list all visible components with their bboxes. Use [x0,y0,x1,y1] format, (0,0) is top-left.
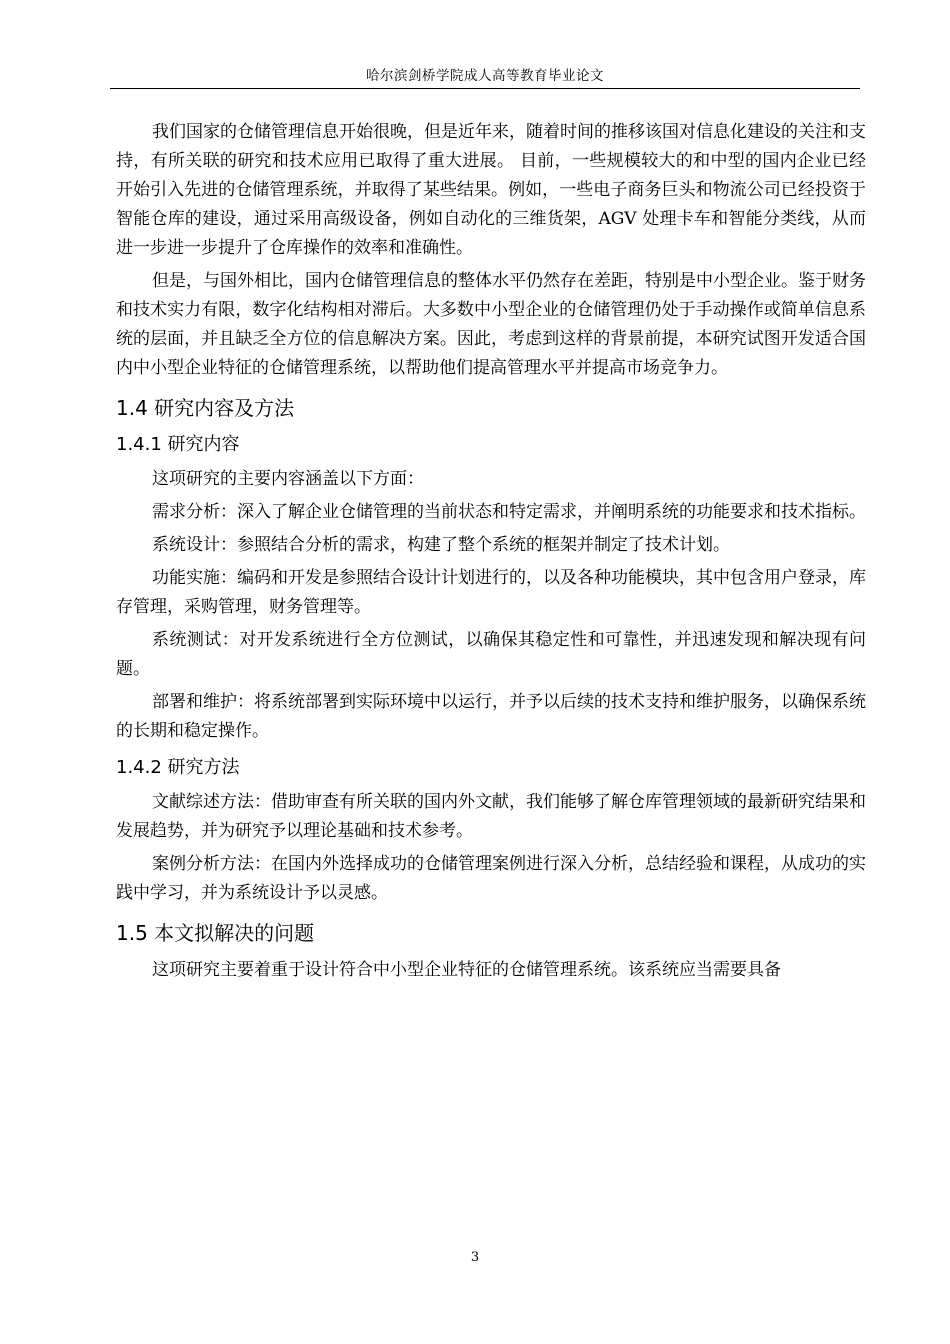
section-heading-1-4: 1.4 研究内容及方法 [116,396,295,420]
research-item-implementation: 功能实施：编码和开发是参照结合设计计划进行的，以及各种功能模块，其中包含用户登录，库存管理，采购管理，财务管理等。 [116,568,866,617]
page-header-title: 哈尔滨剑桥学院成人高等教育毕业论文 [366,68,604,84]
method-item-literature: 文献综述方法：借助审查有所关联的国内外文献，我们能够了解仓库管理领域的最新研究结果和发展趋势，并为研究予以理论基础和技术参考。 [116,792,866,841]
paragraph-domestic-status: 我们国家的仓储管理信息开始很晚，但是近年来，随着时间的推移该国对信息化建设的关注和支持，有所关联的研究和技术应用已取得了重大进展。 目前，一些规模较大的和中型的国内企业已经开始引入先进的仓储管理系统，并取得了某些结果。例如，一些电子商务巨头和物流公司已经投资于智能仓库的建设，通过采用高级设备，例如自动化的三维货架，AGV 处理卡车和智能分类线，从而进一步进一步提升了仓库操作的效率和准确性。 [116,122,866,258]
subsection-heading-1-4-2: 1.4.2 研究方法 [116,757,240,778]
paragraph-gap-analysis: 但是，与国外相比，国内仓储管理信息的整体水平仍然存在差距，特别是中小型企业。鉴于财务和技术实力有限，数字化结构相对滞后。大多数中小型企业的仓储管理仍处于手动操作或简单信息系统的层面，并且缺乏全方位的信息解决方案。因此，考虑到这样的背景前提，本研究试图开发适合国内中小型企业特征的仓储管理系统，以帮助他们提高管理水平并提高市场竞争力。 [116,271,866,378]
research-item-deployment: 部署和维护：将系统部署到实际环境中以运行，并予以后续的技术支持和维护服务，以确保系统的长期和稳定操作。 [116,692,866,741]
section-heading-1-5: 1.5 本文拟解决的问题 [116,921,315,945]
research-item-requirements: 需求分析：深入了解企业仓储管理的当前状态和特定需求，并阐明系统的功能要求和技术指标。 [152,502,866,522]
research-content-intro: 这项研究的主要内容涵盖以下方面： [152,469,424,489]
header-divider [110,88,860,89]
method-item-case-study: 案例分析方法：在国内外选择成功的仓储管理案例进行深入分析，总结经验和课程，从成功的实践中学习，并为系统设计予以灵感。 [116,854,866,903]
paragraph-problem-statement: 这项研究主要着重于设计符合中小型企业特征的仓储管理系统。该系统应当需要具备 [152,960,781,980]
page-number: 3 [470,1250,480,1265]
research-item-testing: 系统测试：对开发系统进行全方位测试，以确保其稳定性和可靠性，并迅速发现和解决现有问题。 [116,630,866,679]
research-item-design: 系统设计：参照结合分析的需求，构建了整个系统的框架并制定了技术计划。 [152,535,730,555]
document-body [116,118,866,985]
subsection-heading-1-4-1: 1.4.1 研究内容 [116,434,240,455]
